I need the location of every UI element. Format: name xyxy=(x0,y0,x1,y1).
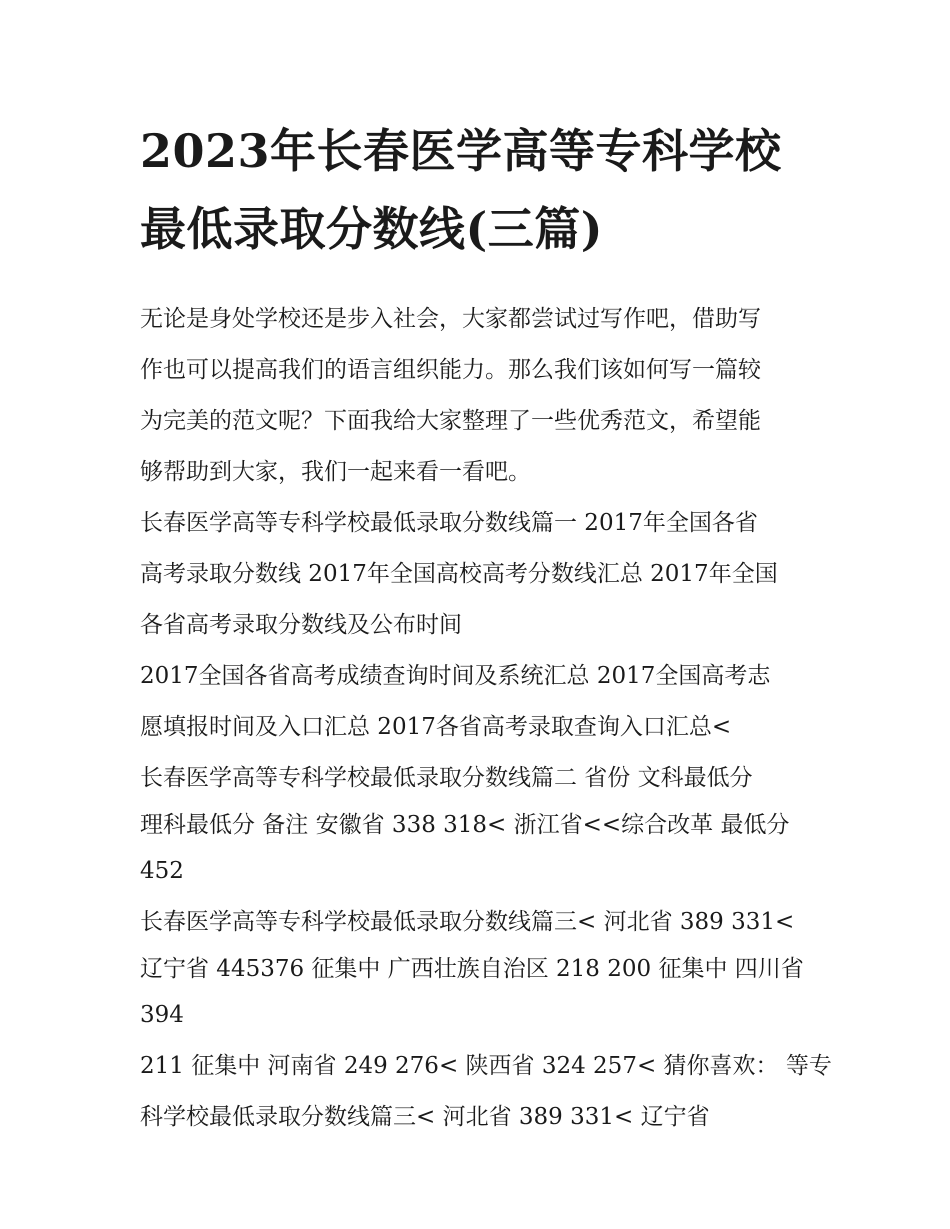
body-line: 长春医学高等专科学校最低录取分数线篇三< 河北省 389 331< xyxy=(140,909,795,935)
body-line: 愿填报时间及入口汇总 2017各省高考录取查询入口汇总< xyxy=(140,714,732,740)
body-line: 科学校最低录取分数线篇三< 河北省 389 331< 辽宁省 xyxy=(140,1104,710,1130)
document-title xyxy=(140,112,812,268)
document-body xyxy=(140,294,832,1143)
body-line: 够帮助到大家，我们一起来看一看吧。 xyxy=(140,459,531,485)
document-page xyxy=(140,112,832,1143)
body-line: 长春医学高等专科学校最低录取分数线篇二 省份 文科最低分 xyxy=(140,765,753,791)
body-line: 211 征集中 河南省 249 276< 陕西省 324 257< 猜你喜欢： 等专 xyxy=(140,1053,832,1079)
body-line: 452 xyxy=(140,858,184,884)
body-line: 2017全国各省高考成绩查询时间及系统汇总 2017全国高考志 xyxy=(140,663,771,689)
body-line: 作也可以提高我们的语言组织能力。那么我们该如何写一篇较 xyxy=(140,357,761,383)
body-line: 为完美的范文呢？下面我给大家整理了一些优秀范文，希望能 xyxy=(140,408,761,434)
body-line: 辽宁省 445376 征集中 广西壮族自治区 218 200 征集中 四川省 xyxy=(140,956,804,982)
body-line: 理科最低分 备注 安徽省 338 318< 浙江省<<综合改革 最低分 xyxy=(140,812,790,838)
body-line: 各省高考录取分数线及公布时间 xyxy=(140,612,462,638)
body-line: 无论是身处学校还是步入社会，大家都尝试过写作吧，借助写 xyxy=(140,306,761,332)
body-line: 高考录取分数线 2017年全国高校高考分数线汇总 2017年全国 xyxy=(140,561,778,587)
body-line: 394 xyxy=(140,1002,184,1028)
body-line: 长春医学高等专科学校最低录取分数线篇一 2017年全国各省 xyxy=(140,510,758,536)
title-line: 最低录取分数线(三篇) xyxy=(140,202,604,256)
title-line: 2023年长春医学高等专科学校 xyxy=(140,124,782,178)
